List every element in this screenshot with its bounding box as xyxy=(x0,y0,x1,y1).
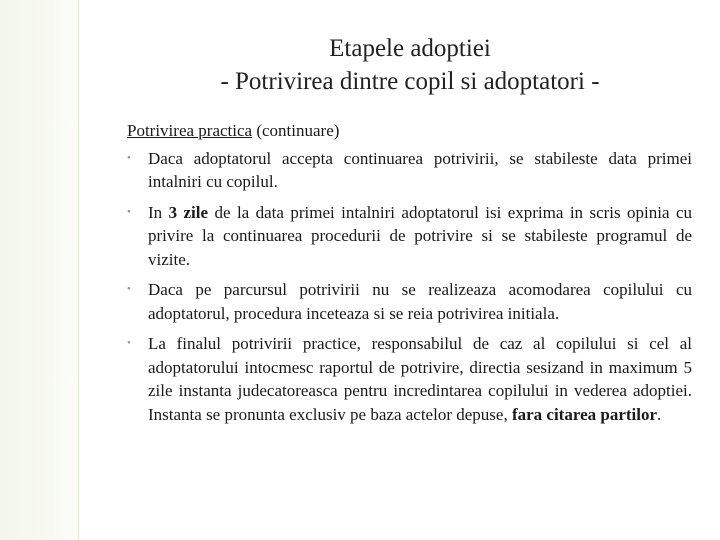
bullet-item xyxy=(127,147,692,194)
slide-body xyxy=(127,119,692,433)
bullet-text: Daca pe parcursul potrivirii nu se realizeaza acomodarea copilului cu adoptatorul, procedura inceteaza si se reia potrivirea initiala. xyxy=(148,280,692,323)
bullet-text: La finalul potrivirii practice, responsabilul de caz al copilului si cel al adoptatorului intocmesc raportul de potrivire, directia sesizand in maximum 5 zile instanta judecatoreasca pentru incredintarea copilului in vederea adoptiei. Instanta se pronunta exclusiv pe baza actelor depuse, xyxy=(148,334,692,424)
decorative-side-band xyxy=(0,0,80,540)
bullet-text: Daca adoptatorul accepta continuarea potrivirii, se stabileste data primei intalniri cu copilul. xyxy=(148,148,692,191)
slide-title-line-1: Etapele adoptiei xyxy=(329,35,491,62)
decorative-side-line xyxy=(78,0,79,540)
subheading-underlined: Potrivirea practica xyxy=(127,121,253,140)
bullet-bold-text: fara citarea partilor xyxy=(511,404,658,424)
bullet-item xyxy=(127,278,692,325)
slide-title-line-2: - Potrivirea dintre copil si adoptatori - xyxy=(220,68,600,95)
bullet-item xyxy=(127,201,692,272)
bullet-dot-icon: • xyxy=(127,283,131,295)
bullet-text: . xyxy=(657,404,662,424)
slide-title xyxy=(120,32,700,98)
subheading-rest: (continuare) xyxy=(252,121,340,140)
bullet-text: In xyxy=(148,202,169,222)
bullet-text: de la data primei intalniri adoptatorul isi exprima in scris opinia cu privire la continuarea procedurii de potrivire si se stabileste programul de vizite. xyxy=(148,202,693,269)
bullet-bold-text: 3 zile xyxy=(168,202,209,222)
bullet-dot-icon: • xyxy=(127,151,131,164)
section-subheading xyxy=(127,119,692,143)
bullet-list xyxy=(127,147,692,427)
bullet-item xyxy=(127,332,692,426)
bullet-dot-icon: • xyxy=(127,205,131,218)
bullet-dot-icon: • xyxy=(127,337,131,349)
